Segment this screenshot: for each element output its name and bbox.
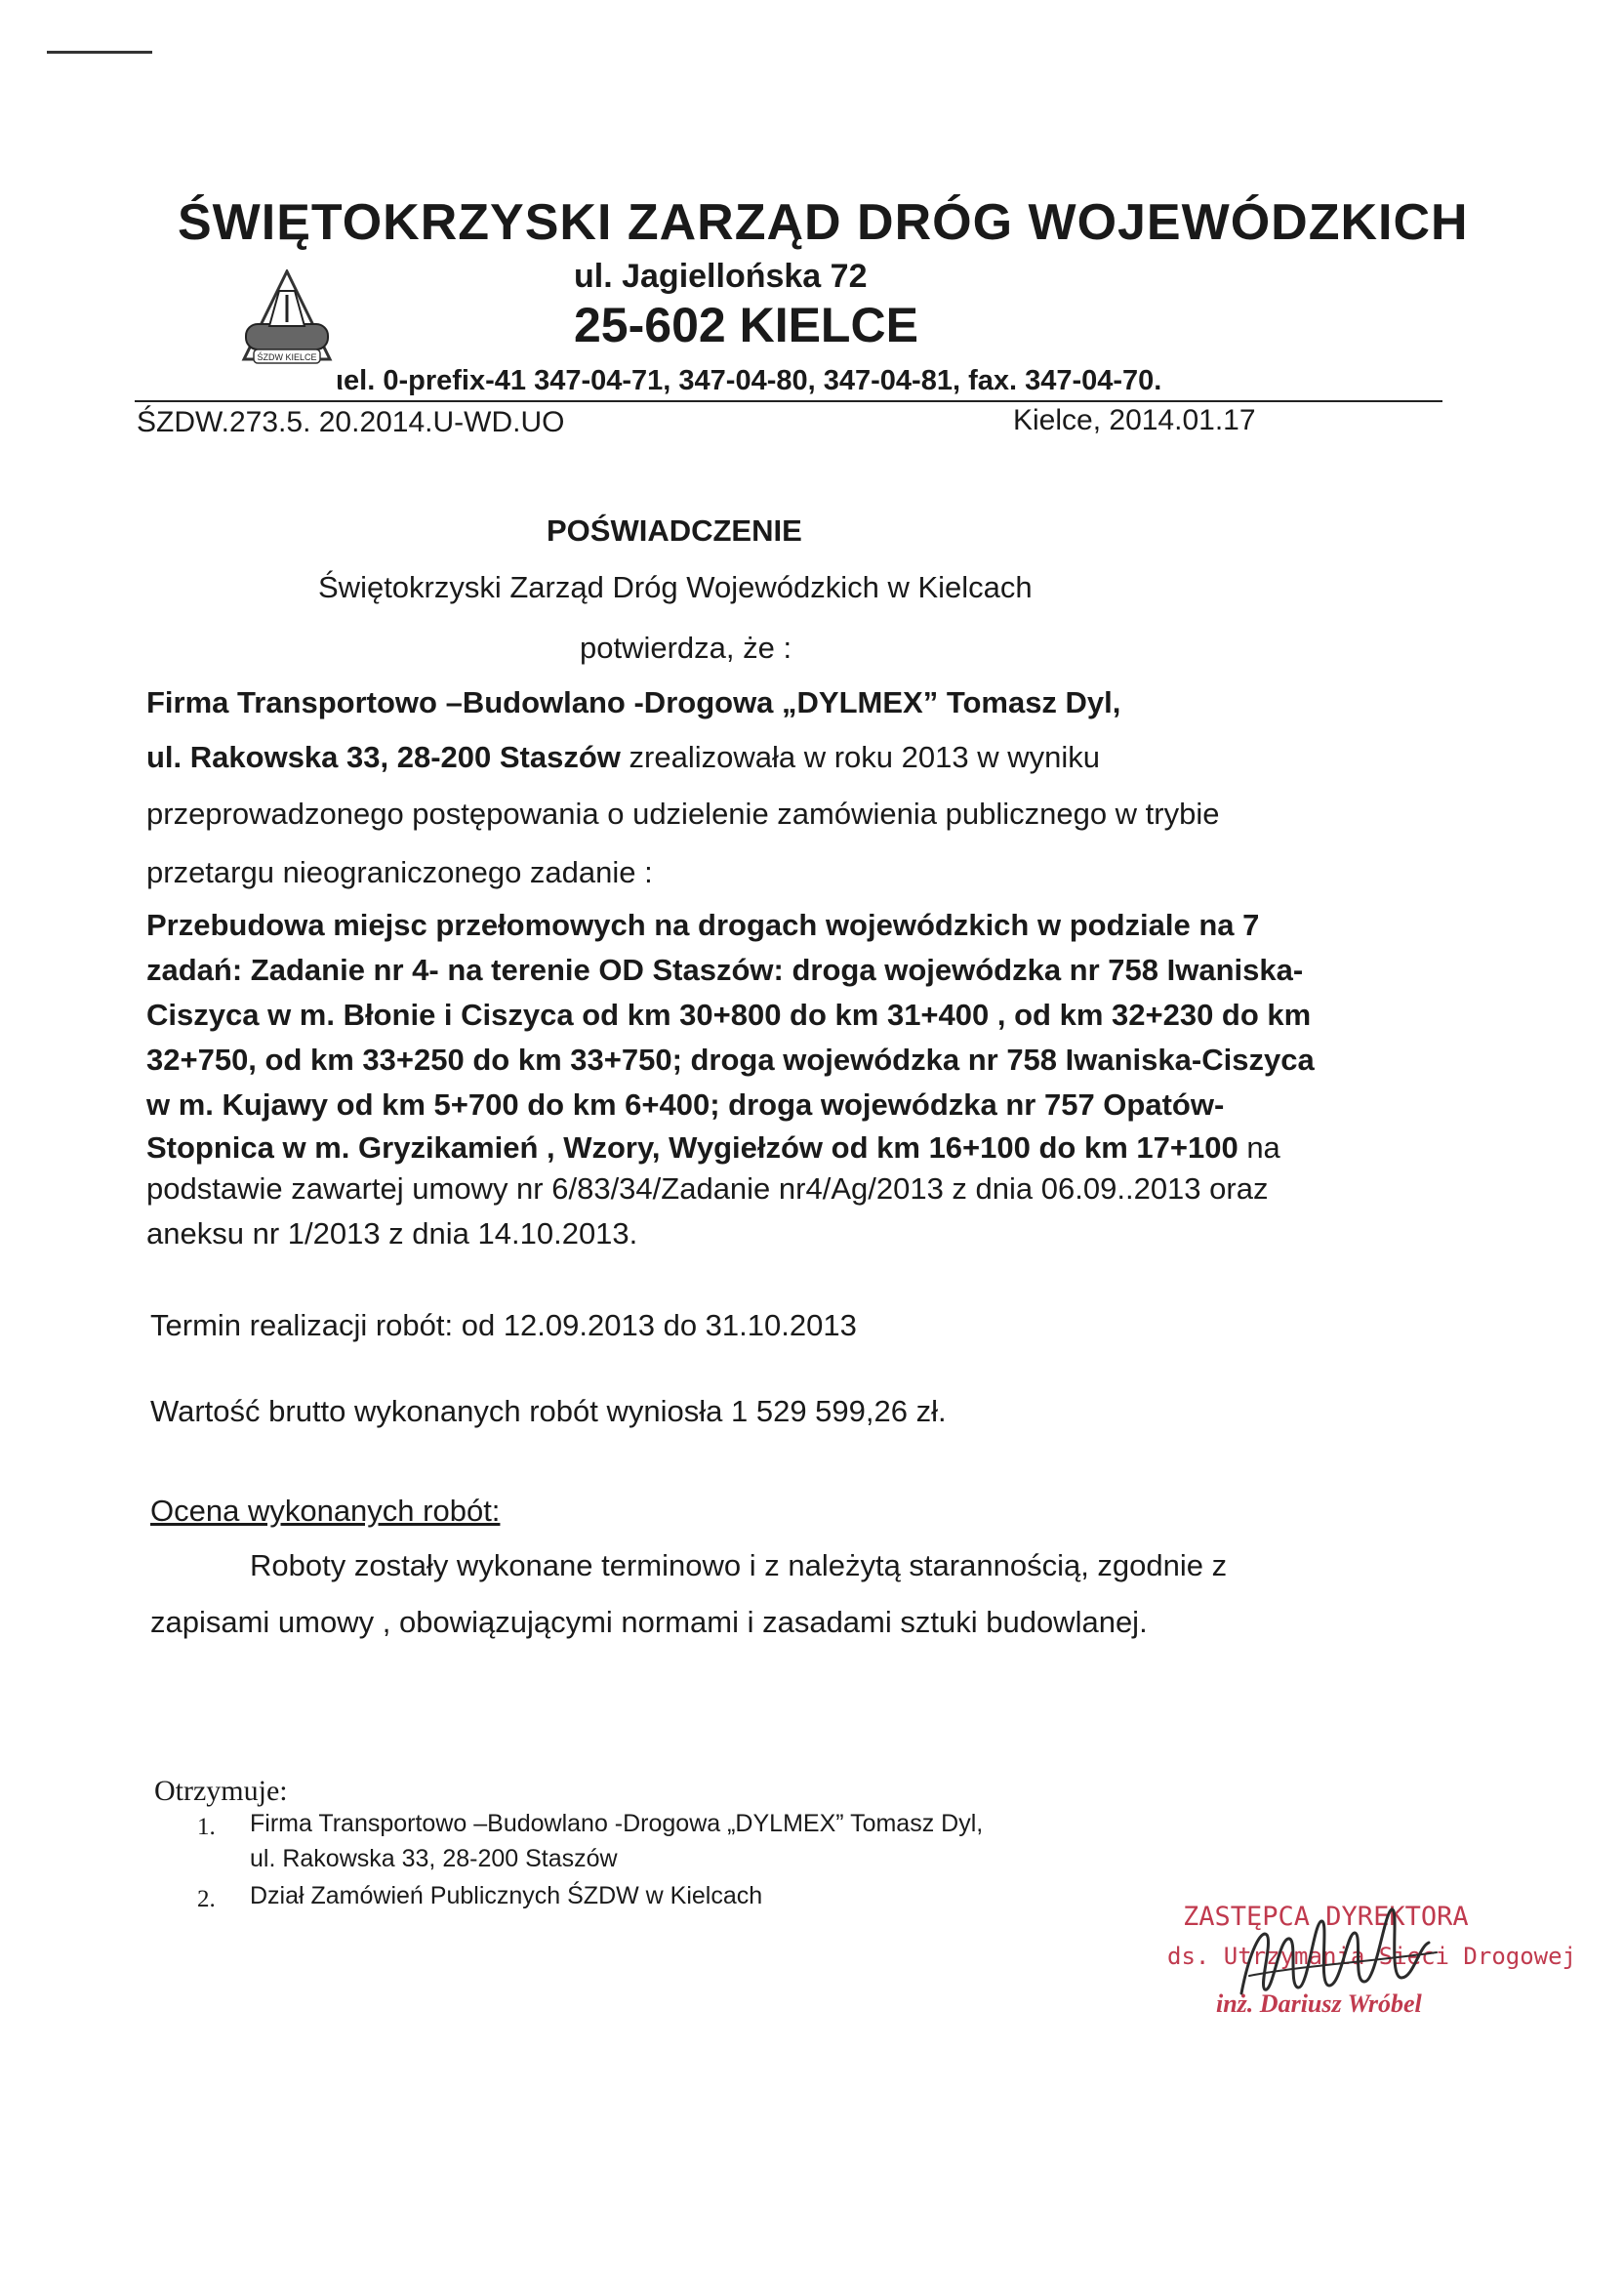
task-line-5: w m. Kujawy od km 5+700 do km 6+400; droga wojewódzka nr 757 Opatów-	[146, 1087, 1225, 1122]
stamp-name: inż. Dariusz Wróbel	[1216, 1989, 1422, 2018]
assessment-heading: Ocena wykonanych robót:	[150, 1494, 501, 1528]
recipient-1-number: 1.	[197, 1814, 216, 1840]
reference-number: ŚZDW.273.5. 20.2014.U-WD.UO	[137, 406, 565, 438]
address-rest: zrealizowała w roku 2013 w wyniku	[620, 740, 1100, 774]
handwritten-signature-icon	[1220, 1884, 1454, 2021]
task-line-1: Przebudowa miejsc przełomowych na drogach wojewódzkich w podziale na 7	[146, 908, 1260, 942]
scan-mark	[47, 51, 152, 54]
procedure-line-2: przetargu nieograniczonego zadanie :	[146, 855, 653, 889]
address-bold: ul. Rakowska 33, 28-200 Staszów	[146, 740, 621, 774]
task-line-3: Ciszyca w m. Błonie i Ciszyca od km 30+800 do km 31+400 , od km 32+230 do km	[146, 998, 1312, 1032]
organization-postal-city: 25-602 KIELCE	[574, 298, 918, 352]
procedure-line-1: przeprowadzonego postępowania o udzielenie zamówienia publicznego w trybie	[146, 797, 1220, 831]
address-line	[146, 740, 1100, 775]
contract-line-1: podstawie zawartej umowy nr 6/83/34/Zadanie nr4/Ag/2013 z dnia 06.09..2013 oraz	[146, 1171, 1269, 1206]
assessment-line-2: zapisami umowy , obowiązującymi normami i zasadami sztuki budowlanej.	[150, 1605, 1148, 1639]
recipient-1-line-1: Firma Transportowo –Budowlano -Drogowa „DYLMEX” Tomasz Dyl,	[250, 1810, 984, 1837]
recipient-2-line-1: Dział Zamówień Publicznych ŚZDW w Kielcach	[250, 1882, 763, 1909]
issuer-line: Świętokrzyski Zarząd Dróg Wojewódzkich w Kielcach	[318, 570, 1033, 604]
task-last-rest: na	[1238, 1130, 1280, 1165]
logo-caption: ŚZDW KIELCE	[257, 352, 317, 362]
contract-line-2: aneksu nr 1/2013 z dnia 14.10.2013.	[146, 1216, 638, 1250]
organization-name: ŚWIĘTOKRZYSKI ZARZĄD DRÓG WOJEWÓDZKICH	[178, 194, 1469, 251]
organization-street: ul. Jagiellońska 72	[574, 258, 868, 295]
recipient-1-line-2: ul. Rakowska 33, 28-200 Staszów	[250, 1845, 618, 1872]
organization-phone-fax: ιel. 0-prefix-41 347-04-71, 347-04-80, 347-04-81, fax. 347-04-70.	[336, 365, 1162, 396]
stamp-line-1: ZASTĘPCA DYREKTORA	[1183, 1902, 1469, 1932]
document-title: POŚWIADCZENIE	[547, 513, 802, 548]
execution-term: Termin realizacji robót: od 12.09.2013 do 31.10.2013	[150, 1308, 857, 1342]
task-line-6	[146, 1130, 1280, 1166]
company-line: Firma Transportowo –Budowlano -Drogowa „DYLMEX” Tomasz Dyl,	[146, 685, 1121, 719]
recipient-2-number: 2.	[197, 1886, 216, 1912]
task-line-2: zadań: Zadanie nr 4- na terenie OD Staszów: droga wojewódzka nr 758 Iwaniska-	[146, 953, 1304, 987]
header-divider	[135, 400, 1442, 402]
recipients-heading: Otrzymuje:	[154, 1775, 288, 1807]
confirms-line: potwierdza, że :	[580, 631, 792, 665]
task-line-4: 32+750, od km 33+250 do km 33+750; droga wojewódzka nr 758 Iwaniska-Ciszyca	[146, 1043, 1315, 1077]
stamp-line-2: ds. Utrzymania Sieci Drogowej	[1167, 1943, 1577, 1970]
place-date: Kielce, 2014.01.17	[1013, 404, 1256, 436]
assessment-line-1: Roboty zostały wykonane terminowo i z należytą starannością, zgodnie z	[250, 1548, 1228, 1582]
task-last-bold: Stopnica w m. Gryzikamień , Wzory, Wygiełzów od km 16+100 do km 17+100	[146, 1130, 1238, 1165]
road-authority-logo-icon	[240, 269, 334, 367]
gross-value: Wartość brutto wykonanych robót wyniosła 1 529 599,26 zł.	[150, 1394, 947, 1428]
